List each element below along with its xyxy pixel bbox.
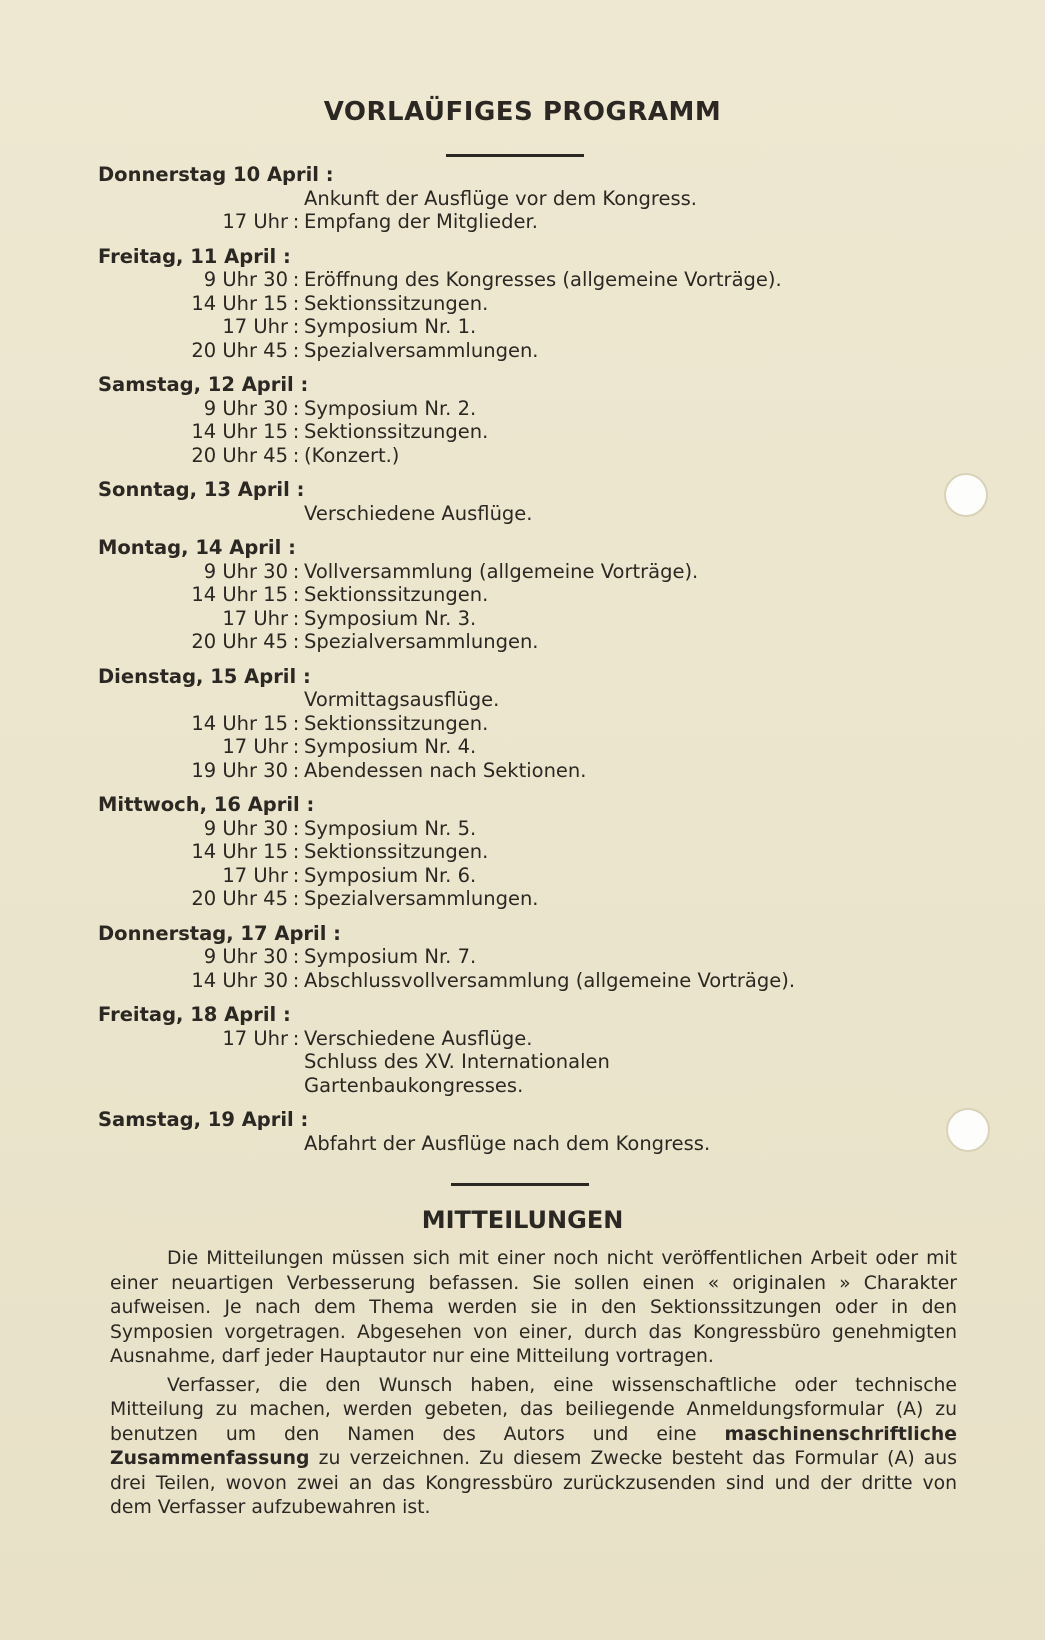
time-separator: :	[292, 291, 300, 315]
time-spacer	[98, 1050, 304, 1074]
event-time: 14 Uhr 15	[191, 711, 288, 735]
time-separator: :	[292, 887, 300, 910]
schedule-row	[98, 187, 928, 211]
day-heading: Sonntag, 13 April :	[98, 478, 305, 501]
event-time: 17 Uhr	[222, 735, 288, 758]
time-separator: :	[292, 1026, 300, 1050]
day-heading: Mittwoch, 16 April :	[98, 793, 315, 816]
time-separator: :	[292, 268, 300, 291]
event-time: 19 Uhr 30	[191, 758, 288, 782]
notes-paragraph-2-emphasis: maschinenschriftliche Zusammenfassung	[110, 1423, 957, 1469]
event-time: 9 Uhr 30	[203, 268, 288, 291]
schedule-row	[98, 688, 928, 712]
title-divider	[446, 154, 584, 157]
event-description: Vollversammlung (allgemeine Vorträge).	[304, 559, 699, 583]
event-description: Abschlussvollversammlung (allgemeine Vorträge).	[304, 968, 796, 992]
event-time: 20 Uhr 45	[191, 630, 288, 653]
schedule-row	[98, 444, 928, 468]
event-time: 17 Uhr	[222, 210, 288, 233]
schedule-day	[98, 922, 928, 993]
schedule-row	[98, 864, 928, 888]
event-time: 20 Uhr 45	[191, 338, 288, 362]
schedule-row	[98, 560, 928, 584]
schedule-row	[98, 583, 928, 607]
time-separator: :	[292, 443, 300, 467]
schedule-row	[98, 268, 928, 292]
schedule-row	[98, 712, 928, 736]
day-heading: Samstag, 19 April :	[98, 1108, 309, 1131]
event-description: Verschiedene Ausflüge.	[304, 501, 533, 525]
event-time: 14 Uhr 15	[191, 291, 288, 315]
schedule-row	[98, 945, 928, 969]
event-time: 14 Uhr 15	[191, 583, 288, 606]
schedule-day	[98, 1003, 928, 1097]
day-heading: Freitag, 18 April :	[98, 1003, 291, 1026]
time-separator: :	[292, 816, 300, 840]
schedule-row	[98, 210, 928, 234]
schedule-row	[98, 759, 928, 783]
schedule-row	[98, 502, 928, 526]
time-spacer	[98, 1074, 304, 1098]
punch-hole-top	[946, 475, 986, 515]
schedule-day	[98, 1108, 928, 1155]
event-time: 17 Uhr	[222, 315, 288, 338]
event-description: Ankunft der Ausflüge vor dem Kongress.	[304, 186, 697, 210]
event-description: Gartenbaukongresses.	[304, 1073, 524, 1097]
schedule-day	[98, 665, 928, 783]
time-separator: :	[292, 968, 300, 992]
schedule-row	[98, 1050, 928, 1074]
schedule-row	[98, 887, 928, 911]
event-time: 17 Uhr	[222, 863, 288, 887]
schedule-day	[98, 163, 928, 234]
time-separator: :	[292, 630, 300, 653]
event-description: Symposium Nr. 6.	[304, 863, 477, 887]
event-description: Sektionssitzungen.	[304, 420, 489, 443]
event-time: 9 Uhr 30	[203, 945, 288, 968]
day-heading: Donnerstag, 17 April :	[98, 921, 341, 945]
schedule-day	[98, 245, 928, 363]
schedule-row	[98, 315, 928, 339]
event-description: Abfahrt der Ausflüge nach dem Kongress.	[304, 1131, 711, 1155]
schedule-row	[98, 840, 928, 864]
event-time: 14 Uhr 15	[191, 420, 288, 443]
time-separator: :	[292, 945, 300, 968]
program-schedule	[98, 163, 928, 1166]
event-description: Symposium Nr. 2.	[304, 396, 477, 420]
event-description: Sektionssitzungen.	[304, 583, 489, 606]
event-description: Sektionssitzungen.	[304, 840, 489, 863]
schedule-row	[98, 339, 928, 363]
event-description: Vormittagsausflüge.	[304, 688, 500, 711]
schedule-row	[98, 607, 928, 631]
schedule-row	[98, 630, 928, 654]
time-spacer	[98, 187, 304, 211]
notes-body	[110, 1247, 957, 1525]
time-spacer	[98, 688, 304, 712]
time-separator: :	[292, 338, 300, 362]
day-heading: Donnerstag 10 April :	[98, 163, 334, 186]
schedule-row	[98, 1132, 928, 1156]
time-separator: :	[292, 711, 300, 735]
time-separator: :	[292, 559, 300, 583]
time-separator: :	[292, 863, 300, 887]
schedule-row	[98, 735, 928, 759]
schedule-day	[98, 536, 928, 654]
day-heading: Montag, 14 April :	[98, 536, 296, 559]
schedule-day	[98, 373, 928, 467]
day-heading: Freitag, 11 April :	[98, 244, 291, 268]
notes-paragraph-2-text-a: Verfasser, die den Wunsch haben, eine wissenschaftliche oder technische Mitteilung zu machen, werden gebeten, das beiliegende Anmeldungsformular (A) zu benutzen um den Namen des Autors und eine	[110, 1374, 957, 1445]
event-time: 14 Uhr 30	[191, 968, 288, 992]
event-description: Empfang der Mitglieder.	[304, 210, 538, 233]
event-description: Schluss des XV. Internationalen	[304, 1050, 610, 1073]
section-divider	[451, 1183, 589, 1186]
time-separator: :	[292, 396, 300, 420]
event-description: Spezialversammlungen.	[304, 338, 539, 362]
notes-title: MITTEILUNGEN	[421, 1206, 624, 1234]
schedule-day	[98, 793, 928, 911]
schedule-row	[98, 397, 928, 421]
schedule-row	[98, 420, 928, 444]
time-separator: :	[292, 735, 300, 758]
event-description: Sektionssitzungen.	[304, 291, 489, 315]
event-description: Symposium Nr. 5.	[304, 816, 477, 840]
event-time: 17 Uhr	[222, 1026, 288, 1050]
notes-paragraph-2-text-b: zu verzeichnen. Zu diesem Zwecke besteht das Formular (A) aus drei Teilen, wovon zwei an das Kongressbüro zurückzusenden sind und der dritte von dem Verfasser aufzubewahren ist.	[110, 1448, 957, 1518]
time-spacer	[98, 1132, 304, 1156]
day-heading: Samstag, 12 April :	[98, 373, 309, 396]
time-separator: :	[292, 758, 300, 782]
event-time: 14 Uhr 15	[191, 840, 288, 863]
punch-hole-bottom	[948, 1110, 988, 1150]
event-description: Sektionssitzungen.	[304, 711, 489, 735]
event-description: Spezialversammlungen.	[304, 630, 539, 653]
event-description: (Konzert.)	[304, 443, 400, 467]
event-description: Abendessen nach Sektionen.	[304, 758, 587, 782]
schedule-row	[98, 969, 928, 993]
time-separator: :	[292, 210, 300, 233]
time-separator: :	[292, 420, 300, 443]
time-separator: :	[292, 315, 300, 338]
schedule-row	[98, 1027, 928, 1051]
schedule-row	[98, 1074, 928, 1098]
time-separator: :	[292, 583, 300, 606]
notes-paragraph-2	[110, 1374, 957, 1521]
schedule-row	[98, 292, 928, 316]
event-time: 9 Uhr 30	[203, 816, 288, 840]
event-time: 20 Uhr 45	[191, 887, 288, 910]
time-separator: :	[292, 840, 300, 863]
page-title: VORLAÜFIGES PROGRAMM	[323, 97, 722, 127]
event-description: Symposium Nr. 3.	[304, 606, 477, 630]
schedule-day	[98, 478, 928, 525]
event-description: Eröffnung des Kongresses (allgemeine Vorträge).	[304, 268, 782, 291]
time-separator: :	[292, 606, 300, 630]
time-spacer	[98, 502, 304, 526]
schedule-row	[98, 817, 928, 841]
event-time: 17 Uhr	[222, 606, 288, 630]
day-heading: Dienstag, 15 April :	[98, 664, 311, 688]
event-time: 9 Uhr 30	[203, 559, 288, 583]
event-description: Spezialversammlungen.	[304, 887, 539, 910]
event-description: Symposium Nr. 1.	[304, 315, 477, 338]
event-description: Verschiedene Ausflüge.	[304, 1026, 533, 1050]
event-time: 20 Uhr 45	[191, 443, 288, 467]
event-time: 9 Uhr 30	[203, 396, 288, 420]
event-description: Symposium Nr. 7.	[304, 945, 477, 968]
event-description: Symposium Nr. 4.	[304, 735, 477, 758]
notes-paragraph-1: Die Mitteilungen müssen sich mit einer noch nicht veröffentlichen Arbeit oder mit einer neuartigen Verbesserung befassen. Sie sollen einen « originalen » Charakter aufweisen. Je nach dem Thema werden sie in den Sektionssitzungen oder in den Symposien vorgetragen. Abgesehen von einer, durch das Kongressbüro genehmigten Ausnahme, darf jeder Hauptautor nur eine Mitteilung vortragen.	[110, 1248, 957, 1367]
